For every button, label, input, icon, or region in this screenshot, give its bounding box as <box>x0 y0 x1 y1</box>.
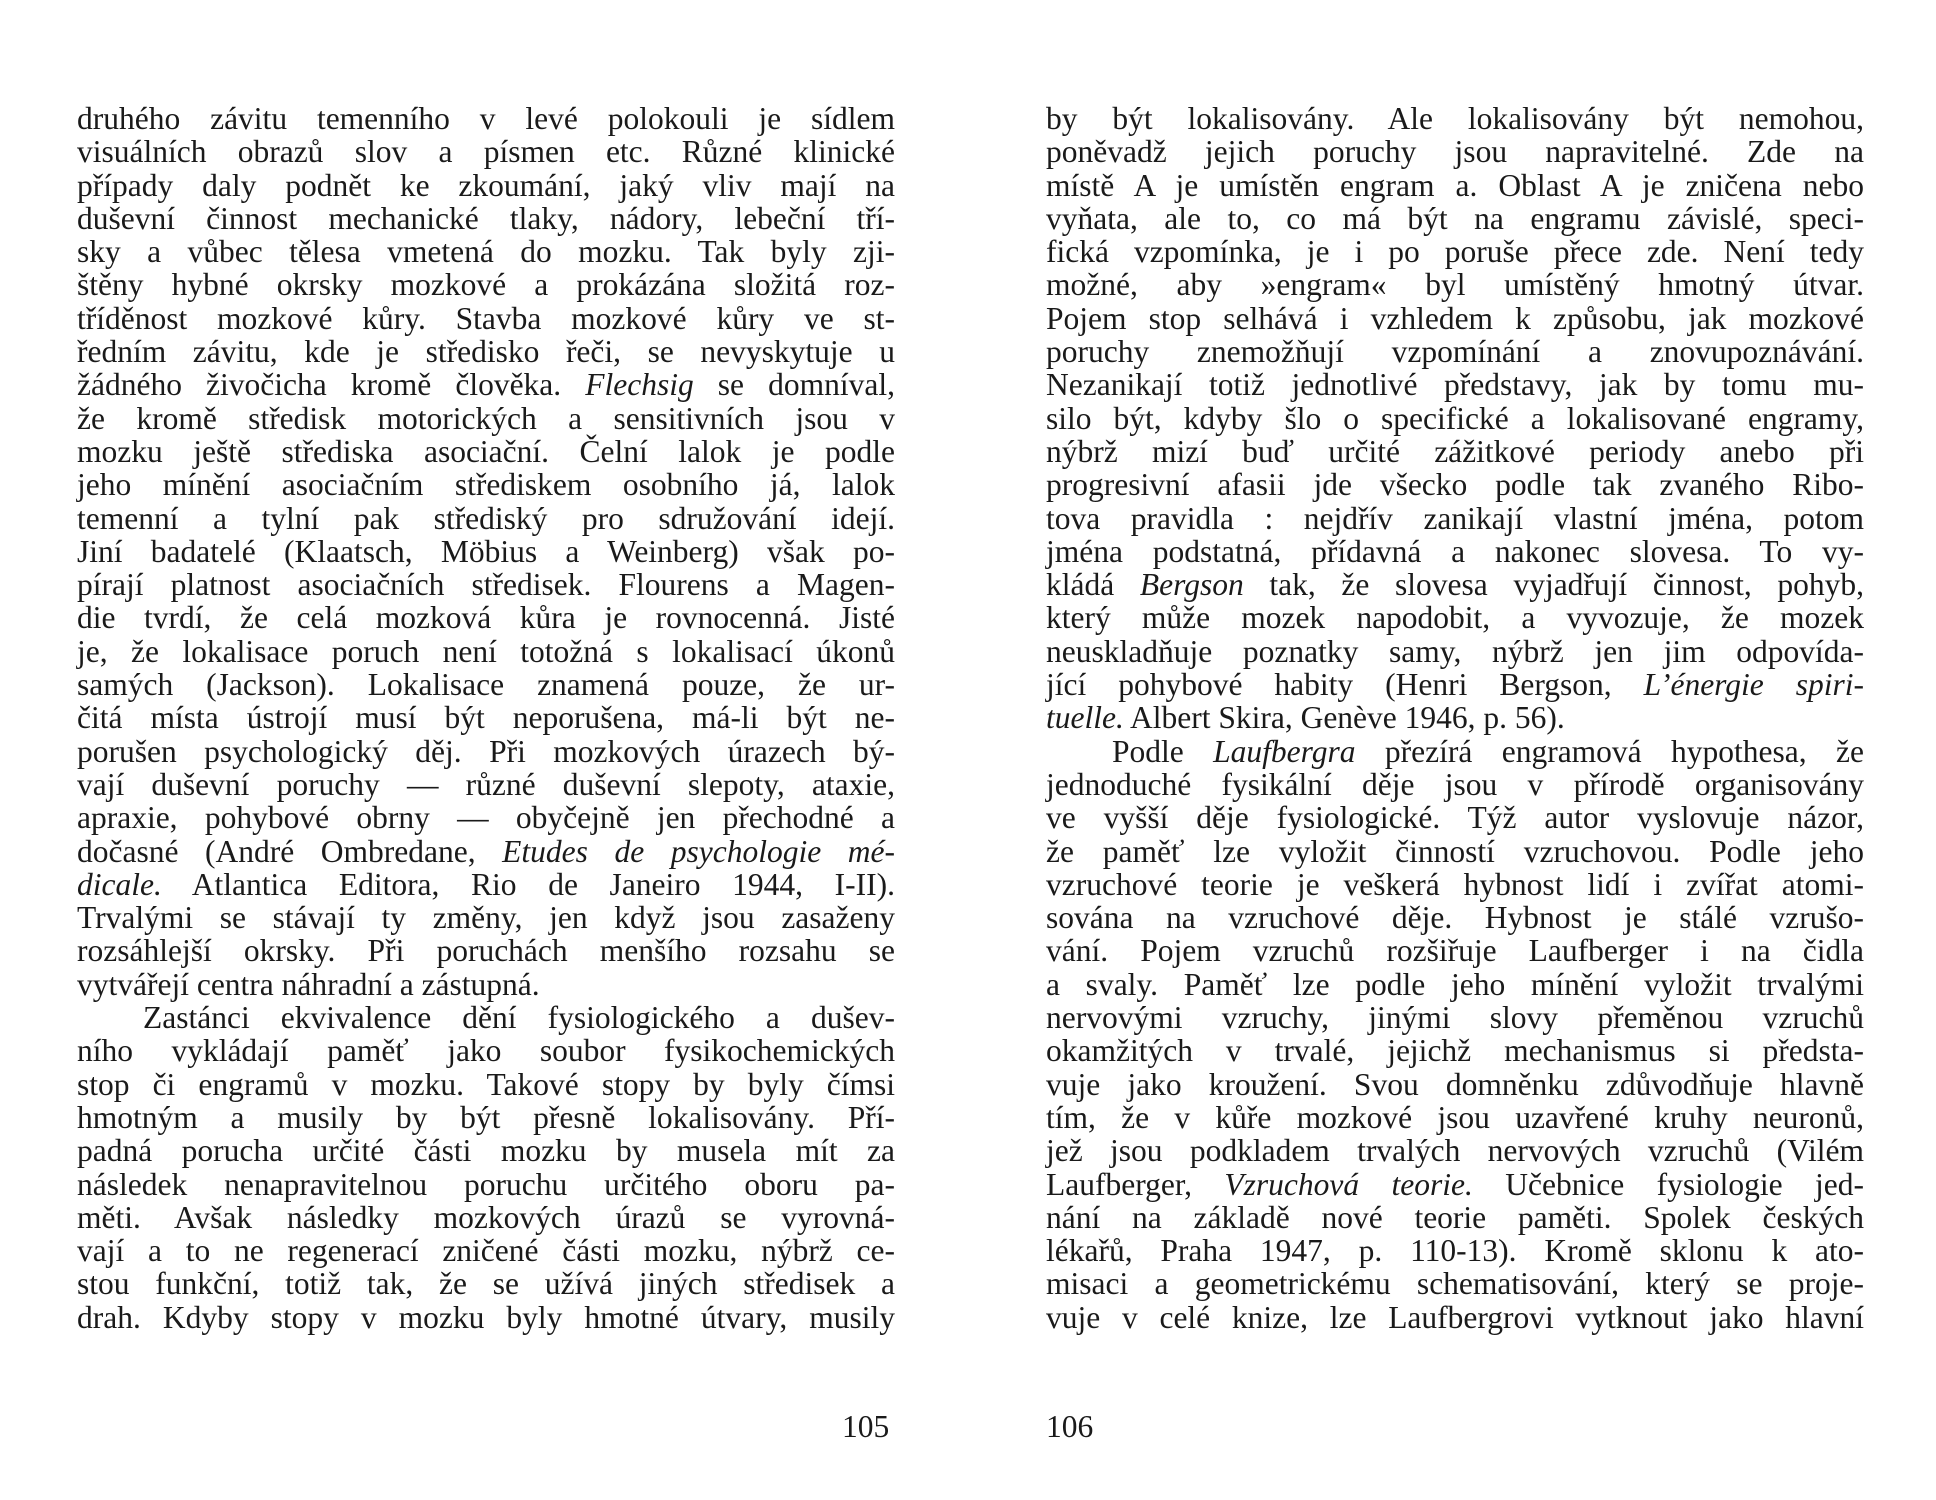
italic-text: dicale. <box>77 866 162 902</box>
text-line: Zastánci ekvivalence dění fysiologického a dušev- <box>143 1000 895 1036</box>
text-line: poněvadž jejich poruchy jsou napravitelné. Zde na <box>1046 134 1864 170</box>
text-segment: Laufberger, <box>1046 1166 1225 1202</box>
text-line: jeho mínění asociačním střediskem osobního já, lalok <box>77 467 895 503</box>
text-line <box>1046 1168 1864 1201</box>
text-line: jež jsou podkladem trvalých nervových vzruchů (Vilém <box>1046 1133 1864 1169</box>
text-segment: Albert Skira, Genève 1946, p. 56). <box>1123 700 1565 736</box>
text-line: apraxie, pohybové obrny — obyčejně jen přechodné a <box>77 800 895 836</box>
text-line: lékařů, Praha 1947, p. 110-13). Kromě sklonu k ato- <box>1046 1233 1864 1269</box>
text-line <box>77 835 895 868</box>
text-segment: Učebnice fysiologie jed- <box>1472 1166 1865 1202</box>
text-line <box>1046 701 1864 734</box>
text-line <box>1046 735 1864 768</box>
text-line: ředním závitu, kde je středisko řeči, se nevyskytuje u <box>77 334 895 370</box>
text-line: vuje v celé knize, lze Laufbergrovi vytknout jako hlavní <box>1046 1299 1864 1335</box>
text-line: vají duševní poruchy — různé duševní slepoty, ataxie, <box>77 766 895 802</box>
text-line: možné, aby »engram« byl umístěný hmotný útvar. <box>1046 267 1864 303</box>
text-line: tříděnost mozkové kůry. Stavba mozkové kůry ve st- <box>77 300 895 336</box>
italic-text: Etudes de psychologie mé- <box>502 833 895 869</box>
text-line: vají a to ne regenerací zničené části mozku, nýbrž ce- <box>77 1233 895 1269</box>
text-line: misaci a geometrickému schematisování, který se proje- <box>1046 1266 1864 1302</box>
text-line: Jiní badatelé (Klaatsch, Möbius a Weinberg) však po- <box>77 533 895 569</box>
text-line: a svaly. Paměť lze podle jeho mínění vyložit trvalými <box>1046 966 1864 1002</box>
text-line: jednoduché fysikální děje jsou v přírodě organisovány <box>1046 766 1864 802</box>
text-segment: kládá <box>1046 567 1140 603</box>
text-line: progresivní afasii jde všecko podle tak zvaného Ribo- <box>1046 467 1864 503</box>
text-line: okamžitých v trvalé, jejichž mechanismus si předsta- <box>1046 1033 1864 1069</box>
text-line: následek nenapravitelnou poruchu určitého oboru pa- <box>77 1166 895 1202</box>
italic-text: Laufbergra <box>1213 733 1356 769</box>
italic-text: tuelle. <box>1046 700 1124 736</box>
text-line: visuálních obrazů slov a písmen etc. Různé klinické <box>77 134 895 170</box>
italic-text: Flechsig <box>585 367 694 403</box>
text-line: stou funkční, totiž tak, že se užívá jiných středisek a <box>77 1266 895 1302</box>
text-segment: tak, že slovesa vyjadřují činnost, pohyb, <box>1243 567 1864 603</box>
text-line <box>77 368 895 401</box>
text-line: Nezanikají totiž jednotlivé představy, jak by tomu mu- <box>1046 367 1864 403</box>
text-line <box>1046 568 1864 601</box>
text-line: mozku ještě střediska asociační. Čelní lalok je podle <box>77 433 895 469</box>
text-line: čitá místa ústrojí musí být neporušena, má-li být ne- <box>77 700 895 736</box>
text-line: tova pravidla : nejdřív zanikají vlastní jména, potom <box>1046 500 1864 536</box>
italic-text: Bergson <box>1139 567 1244 603</box>
text-line: duševní činnost mechanické tlaky, nádory, lebeční tří- <box>77 200 895 236</box>
right-page-text <box>1046 102 1864 1334</box>
left-page-text <box>77 102 895 1334</box>
text-line: nýbrž mizí buď určité zážitkové periody anebo při <box>1046 433 1864 469</box>
text-line: die tvrdí, že celá mozková kůra je rovnocenná. Jisté <box>77 600 895 636</box>
text-line <box>1046 668 1864 701</box>
page-number-left: 105 <box>842 1409 890 1444</box>
text-line: druhého závitu temenního v levé polokouli je sídlem <box>77 101 895 136</box>
text-segment: žádného živočicha kromě člověka. <box>77 367 586 403</box>
text-line: Pojem stop selhává i vzhledem k způsobu, jak mozkové <box>1046 300 1864 336</box>
text-line: silo být, kdyby šlo o specifické a lokalisované engramy, <box>1046 400 1864 436</box>
text-line: který může mozek napodobit, a vyvozuje, že mozek <box>1046 600 1864 636</box>
text-line: samých (Jackson). Lokalisace znamená pouze, že ur- <box>77 667 895 703</box>
text-line: že kromě středisk motorických a sensitivních jsou v <box>77 400 895 436</box>
text-line: vzruchové teorie je veškerá hybnost lidí i zvířat atomi- <box>1046 866 1864 902</box>
text-line: vytvářejí centra náhradní a zástupná. <box>77 966 540 1002</box>
text-line: jména podstatná, přídavná a nakonec slovesa. To vy- <box>1046 533 1864 569</box>
text-line: padná porucha určité části mozku by musela mít za <box>77 1133 895 1169</box>
text-line: drah. Kdyby stopy v mozku byly hmotné útvary, musily <box>77 1299 895 1335</box>
text-line: tím, že v kůře mozkové jsou uzavřené kruhy neuronů, <box>1046 1099 1864 1135</box>
text-line: by být lokalisovány. Ale lokalisovány být nemohou, <box>1046 101 1864 136</box>
text-line: neuskladňuje poznatky samy, nýbrž jen jim odpovída- <box>1046 633 1864 669</box>
text-line: vuje jako kroužení. Svou domněnku zdůvodňuje hlavně <box>1046 1066 1864 1102</box>
text-segment: Podle <box>1112 733 1214 769</box>
text-segment: Atlantica Editora, Rio de Janeiro 1944, I-II). <box>161 866 895 902</box>
text-line: stop či engramů v mozku. Takové stopy by byly čímsi <box>77 1066 895 1102</box>
text-line: temenní a tylní pak střediský pro sdružování idejí. <box>77 500 895 536</box>
page-number-right: 106 <box>1046 1409 1094 1444</box>
text-line: štěny hybné okrsky mozkové a prokázána složitá roz- <box>77 267 895 303</box>
text-segment: se domníval, <box>693 367 895 403</box>
italic-text: Vzruchová teorie. <box>1224 1166 1473 1202</box>
text-line: hmotným a musily by být přesně lokalisovány. Pří- <box>77 1099 895 1135</box>
text-line: místě A je umístěn engram a. Oblast A je zničena nebo <box>1046 167 1864 203</box>
text-line: ve vyšší děje fysiologické. Týž autor vyslovuje názor, <box>1046 800 1864 836</box>
text-line: sky a vůbec tělesa vmetená do mozku. Tak byly zji- <box>77 234 895 270</box>
text-line: rozsáhlejší okrsky. Při poruchách menšího rozsahu se <box>77 933 895 969</box>
text-line: Trvalými se stávají ty změny, jen když jsou zasaženy <box>77 900 895 936</box>
text-line: měti. Avšak následky mozkových úrazů se vyrovná- <box>77 1199 895 1235</box>
text-line: nervovými vzruchy, jinými slovy přeměnou vzruchů <box>1046 1000 1864 1036</box>
text-segment: dočasné (André Ombredane, <box>77 833 503 869</box>
text-line: že paměť lze vyložit činností vzruchovou. Podle jeho <box>1046 833 1864 869</box>
italic-text: L’énergie spiri- <box>1643 667 1864 703</box>
text-line: vyňata, ale to, co má být na engramu závislé, speci- <box>1046 200 1864 236</box>
text-line: sována na vzruchové děje. Hybnost je stálé vzrušo- <box>1046 900 1864 936</box>
text-segment: přezírá engramová hypothesa, že <box>1355 733 1864 769</box>
text-line: vání. Pojem vzruchů rozšiřuje Laufberger i na čidla <box>1046 933 1864 969</box>
text-line: nání na základě nové teorie paměti. Spolek českých <box>1046 1199 1864 1235</box>
text-line: pírají platnost asociačních středisek. Flourens a Magen- <box>77 567 895 603</box>
text-segment: jící pohybové habity (Henri Bergson, <box>1046 667 1644 703</box>
text-line: ního vykládají paměť jako soubor fysikochemických <box>77 1033 895 1069</box>
text-line: je, že lokalisace poruch není totožná s lokalisací úkonů <box>77 633 895 669</box>
text-line: fická vzpomínka, je i po poruše přece zde. Není tedy <box>1046 234 1864 270</box>
text-line: případy daly podnět ke zkoumání, jaký vliv mají na <box>77 167 895 203</box>
text-line <box>77 868 895 901</box>
text-line: poruchy znemožňují vzpomínání a znovupoznávání. <box>1046 334 1864 370</box>
text-line: porušen psychologický děj. Při mozkových úrazech bý- <box>77 733 895 769</box>
